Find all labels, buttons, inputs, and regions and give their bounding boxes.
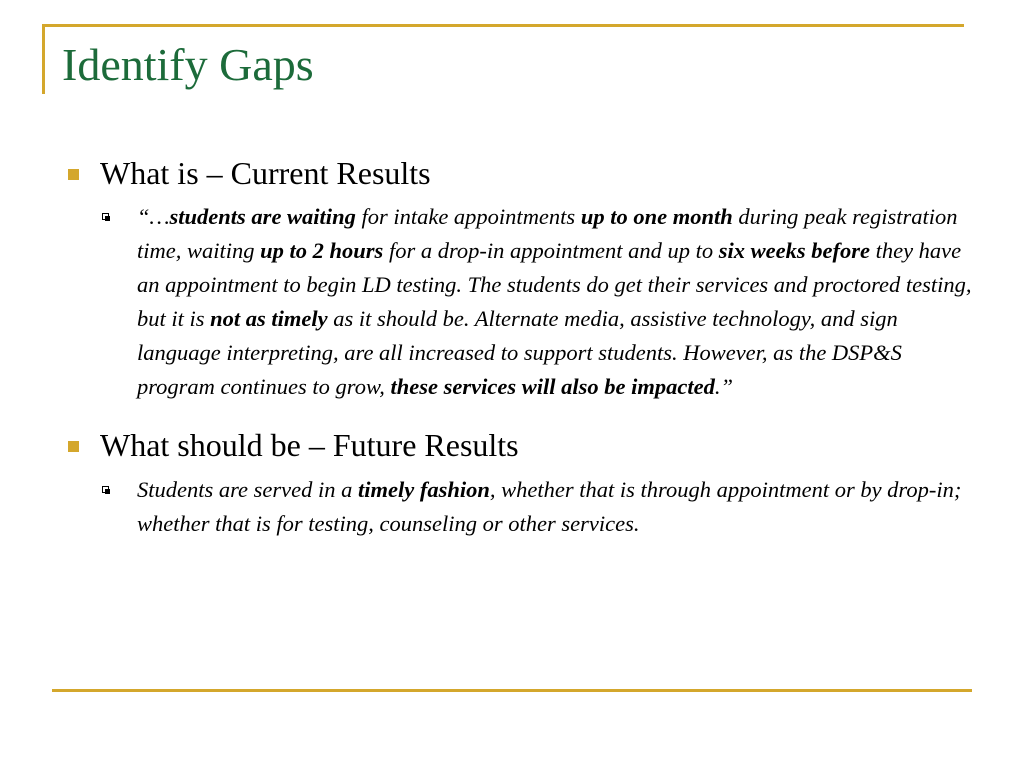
square-bullet-icon — [68, 441, 79, 452]
quote-part: “… — [137, 204, 170, 230]
future-emphasis: timely fashion — [358, 476, 490, 502]
quote-emphasis: six weeks before — [718, 238, 870, 264]
bullet-current-results — [62, 154, 980, 192]
hollow-square-bullet-icon — [102, 486, 109, 493]
quote-part: as it should be. Alternate media, assistive technology, and sign language interpreting, are all increased to support students. However, as the DSP&S program continues to grow, — [137, 306, 902, 400]
quote-emphasis: not as timely — [210, 306, 328, 332]
future-text — [137, 477, 961, 536]
slide-content — [62, 154, 980, 551]
quote-part: they have an appointment to begin LD testing. The students do get their services and proctored testing, but it is — [137, 238, 972, 332]
future-part: Students are served in a — [137, 476, 359, 502]
sub-bullet-future-statement — [62, 473, 980, 541]
square-bullet-icon — [68, 169, 79, 180]
bullet-future-results — [62, 426, 980, 464]
quote-text — [137, 204, 972, 399]
slide-title: Identify Gaps — [62, 39, 314, 90]
quote-part: .” — [714, 374, 734, 400]
quote-part: for intake appointments — [355, 204, 581, 230]
current-results-heading: What is – Current Results — [100, 155, 431, 191]
title-frame-top-line — [42, 24, 964, 27]
quote-emphasis: up to one month — [580, 204, 733, 230]
hollow-square-bullet-icon — [102, 213, 109, 220]
future-part: , whether that is through appointment or by drop-in; whether that is for testing, counseling or other services. — [137, 476, 962, 536]
quote-part: during peak registration time, waiting — [137, 204, 958, 264]
quote-emphasis: these services will also be impacted — [390, 374, 715, 400]
title-frame-vertical-line — [42, 24, 45, 94]
sub-bullet-current-quote — [62, 200, 980, 404]
quote-emphasis: up to 2 hours — [260, 238, 384, 264]
quote-emphasis: students are waiting — [169, 204, 356, 230]
future-results-heading: What should be – Future Results — [100, 427, 519, 464]
quote-part: for a drop-in appointment and up to — [383, 238, 719, 264]
footer-rule — [52, 689, 972, 692]
